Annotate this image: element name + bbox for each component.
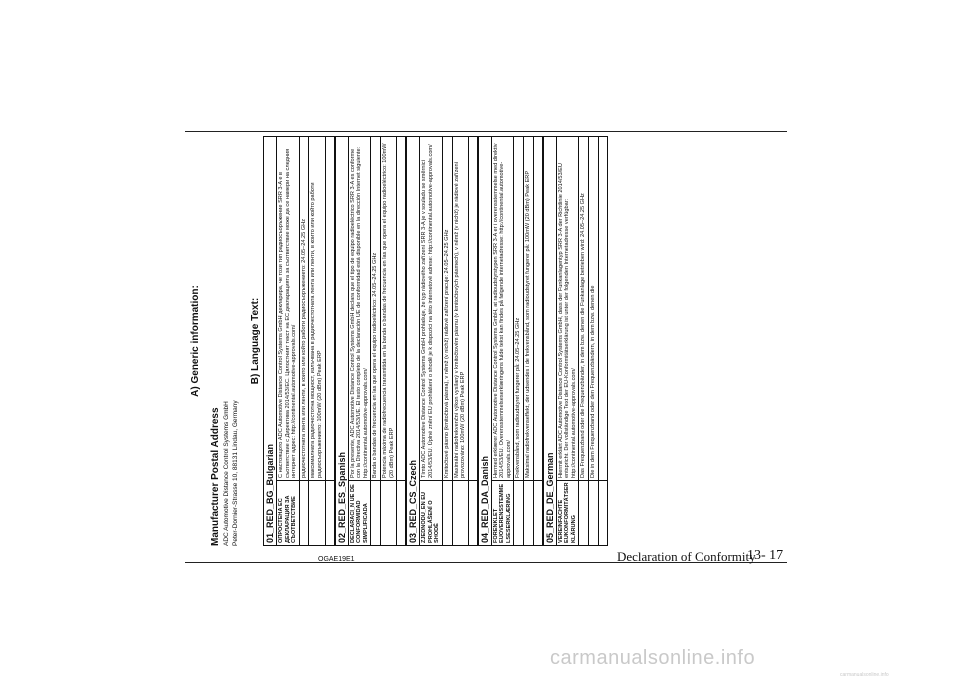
language-sections — [263, 136, 608, 546]
watermark-small: carmanualsonline.info — [840, 672, 889, 678]
spacer-cell — [397, 481, 406, 546]
section-label: ОПРОСТЕНА ЕС ДЕКЛАРАЦИЯ ЗА СЪОТВЕТСТВИЕ — [277, 481, 300, 546]
table-row — [579, 137, 589, 546]
spacer-cell — [325, 137, 334, 481]
table-row — [299, 137, 309, 546]
spacer-row — [598, 137, 607, 546]
section-text: Kmitočtové pásmo (kmitočtová pásma), v němž (v nichž) rádiové zařízení pracuje: 24.05–24.25 GHz — [442, 137, 452, 481]
section-text: радиочестотната лента или ленти, в които или който работи радиосъоръжението: 24.05–24.25 GHz — [299, 137, 309, 481]
address-line: ADC Automotive Distance Control Systems GmbH — [223, 401, 230, 546]
table-row — [277, 137, 300, 546]
section-table — [491, 136, 543, 546]
table-row — [348, 137, 371, 546]
table-row — [556, 137, 579, 546]
section-text: Tímto ADC Automotive Distance Control Systems GmbH prohlašuje, že typ rádiového zařízení SRR 3-A je v souladu se směrnicí 2014/53/EU. Úplné znění EU prohlášení o shodě je k dispozici na této internetové adrese: http://continental.automotive-approvals.com/ — [420, 137, 443, 481]
table-row — [514, 137, 524, 546]
table-row — [309, 137, 325, 546]
manufacturer-heading: Manufacturer Postal Address — [210, 407, 221, 546]
table-row — [589, 137, 599, 546]
section-label — [579, 481, 589, 546]
section-text: С настоящото ADC Automotive Distance Control Systems GmbH декларира, че този тип радиосъоръжение SRR 3-A е в съответствие с Директива 2014/53/ЕС. Цялостният текст на ЕС декларацията за съответствие може да се намери на следния интернет адрес: http://continental.automotive-approvals.com/ — [277, 137, 300, 481]
section-label — [514, 481, 524, 546]
spacer-cell — [598, 137, 607, 481]
table-row — [442, 137, 452, 546]
section-table — [348, 136, 407, 546]
table-row — [524, 137, 534, 546]
page-number: 13- 17 — [747, 548, 784, 563]
table-row — [380, 137, 396, 546]
section-label — [380, 481, 396, 546]
section-label — [452, 481, 468, 546]
watermark: carmanualsonline.info — [550, 647, 756, 669]
section-text: Banda o bandas de frecuencia en las que opera el equipo radioeléctrico: 24.05–24.25 GHz — [371, 137, 381, 481]
section-table — [276, 136, 335, 546]
section-text: Die in dem Frequenzband oder den Frequenzbändern, in dem bzw. denen die — [589, 137, 599, 481]
section-text: Hiermit erklärt ADC Automotive Distance Control Systems GmbH, dass der Funkanlagentyp SRR 3-A der Richtlinie 2014/53/EU entspricht. Der vollständige Text der EU-Konformitätserklärung ist unter der folgenden Internetadresse verfügbar: http://continental.automotive-approvals.com/ — [556, 137, 579, 481]
section-label — [524, 481, 534, 546]
document-code: OGAE19E1 — [318, 556, 355, 563]
section-title: 02_RED_ES_Spanish — [335, 136, 348, 546]
section-text: Hermed erklærer ADC Automotive Distance Control Systems GmbH, at radioudstyrstypen SRR 3-A er i overensstemmelse med direktiv 2014/53/EU. Overensstemmelseserklæringens fulde tekst kan findes på følgende internetadresse: http://continental.automotive-approvals.com/ — [491, 137, 514, 481]
address-line: Peter-Dornier-Strasse 10, 88131 Lindau, Germany — [232, 400, 239, 546]
section-text: Frekvensbånd, som radioudstyret fungerer på: 24.05–24.25 GHz — [514, 137, 524, 481]
table-row — [491, 137, 514, 546]
spacer-cell — [397, 137, 406, 481]
spacer-cell — [325, 481, 334, 546]
spacer-cell — [468, 481, 477, 546]
section-title: 03_RED_CS_Czech — [406, 136, 419, 546]
language-heading: B) Language Text: — [250, 297, 261, 385]
section-text: Potencia máxima de radiofrecuencia transmitida en la banda o bandas de frecuencia en las que opera el equipo radioeléctrico: 100mW (20 dBm) Peak ERP — [380, 137, 396, 481]
generic-heading: A) Generic information: — [190, 285, 201, 397]
section-label: DECLARACI_N UE DE CONFORMIDAD SIMPLIFICADA — [348, 481, 371, 546]
top-rule — [185, 131, 787, 132]
section-label — [371, 481, 381, 546]
section-label — [299, 481, 309, 546]
section-table — [419, 136, 478, 546]
section-label: FORENKLET EUOVERENSSTEMME LSESERKLÆRING — [491, 481, 514, 546]
section-label — [309, 481, 325, 546]
section-text: максималната радиочестотна мощност, излъчвана в радиочестотната лента или ленти, в които или който работи радиосъоръжението: 100mW (20 dBm) Peak ERP — [309, 137, 325, 481]
spacer-row — [533, 137, 542, 546]
section-text: Maximální radiofrekvenční výkon vysílaný v kmitočtovém pásmu (v kmitočtových pásmech), v němž (v nichž) je rádiové zařízení provozováno: 100mW (20 dBm) Peak ERP — [452, 137, 468, 481]
section-table — [556, 136, 608, 546]
spacer-cell — [533, 481, 542, 546]
section-label — [589, 481, 599, 546]
table-row — [420, 137, 443, 546]
table-row — [452, 137, 468, 546]
footer-title: Declaration of Conformity — [617, 549, 756, 564]
section-title: 05_RED_DE_German — [543, 136, 556, 546]
section-label — [442, 481, 452, 546]
spacer-cell — [533, 137, 542, 481]
section-title: 01_RED_BG_Bulgarian — [263, 136, 276, 546]
section-label: ZJEDNODU_EN EU PROHLÁŠENÍ O SHODĚ — [420, 481, 443, 546]
spacer-row — [325, 137, 334, 546]
spacer-cell — [468, 137, 477, 481]
section-text: Maksimal radiofrekvenseffekt, der udsendes i de frekvensbånd, som radioudstyret fungerer på: 100mW (20 dBm) Peak ERP — [524, 137, 534, 481]
section-text: Das Frequenzband oder die Frequenzbänder, in dem bzw. denen die Funkanlage betrieben wird: 24.05–24.25 GHz — [579, 137, 589, 481]
spacer-row — [397, 137, 406, 546]
section-title: 04_RED_DA_Danish — [478, 136, 491, 546]
spacer-cell — [598, 481, 607, 546]
section-text: Por la presente, ADC Automotive Distance Control Systems GmbH declara que el tipo de equipo radioeléctrico SRR 3-A es conforme con la Directiva 2014/53/UE. El texto completo de la declaración UE de conformidad está disponible en la dirección Internet siguiente: http://continental.automotive-approvals.com/ — [348, 137, 371, 481]
table-row — [371, 137, 381, 546]
section-label: VEREINFACHTE EUKONFORMITÄTSER KLÄRUNG — [556, 481, 579, 546]
spacer-row — [468, 137, 477, 546]
